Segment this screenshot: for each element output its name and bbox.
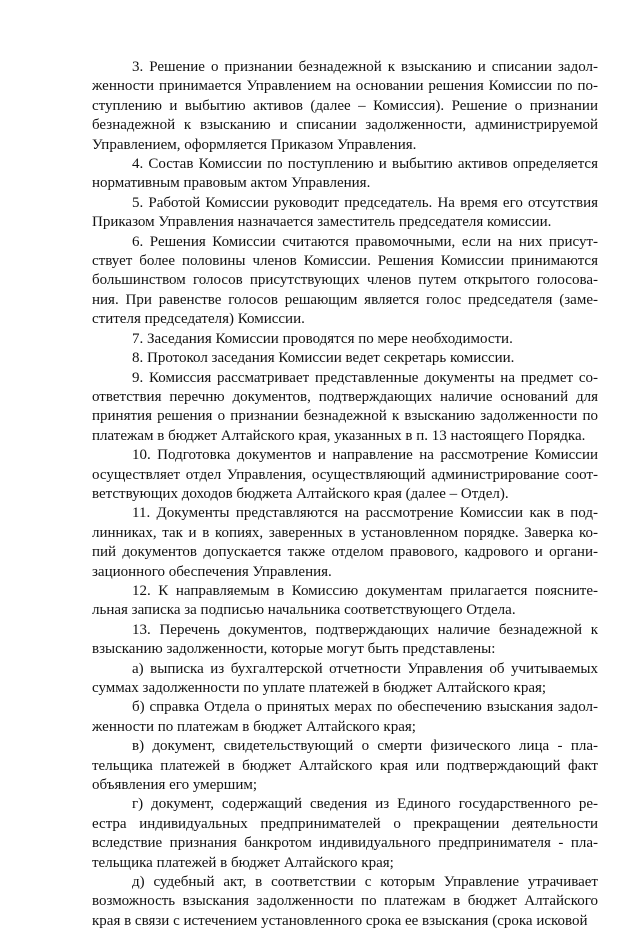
list-item-v: в) документ, свидетельствующий о смерти физического лица - плательщика платежей в бюджет Алтайского края или подтверждающий факт объявления его умершим; (92, 738, 598, 794)
paragraph-8: 8. Протокол заседания Комиссии ведет секретарь комиссии. (132, 350, 515, 367)
list-item-d: д) судебный акт, в соответствии с которым Управление утрачивает возможность взыскания задолженности по платежам в бюджет Алтайского края в связи с истечением установленного срока ее взыскания (срока исковой (92, 874, 598, 929)
list-item-a: а) выписка из бухгалтерской отчетности Управления об учитываемых суммах задолженности по уплате платежей в бюджет Алтайского края; (92, 660, 598, 696)
paragraph-5: 5. Работой Комиссии руководит председатель. На время его отсутствия Приказом Управления назначается заместитель председателя комиссии. (92, 194, 598, 231)
paragraph-7: 7. Заседания Комиссии проводятся по мере необходимости. (132, 330, 513, 347)
paragraph-3: 3. Решение о признании безнадежной к взысканию и списании задолженности принимается Управлением на основании решения Комиссии по поступлению и выбытию активов (далее – Комиссия). Решение о признании безнадежной к взысканию и списании задолженности, администрируемой Управлением, оформляется Приказом Управления. (92, 59, 598, 153)
paragraph-10: 10. Подготовка документов и направление на рассмотрение Комиссии осуществляет отдел Управления, осуществляющий администрирование соответствующих доходов бюджета Алтайского края (далее – Отдел). (92, 447, 598, 502)
paragraph-12: 12. К направляемым в Комиссию документам прилагается пояснительная записка за подписью начальника соответствующего Отдела. (92, 582, 598, 619)
list-item-g: г) документ, содержащий сведения из Единого государственного реестра индивидуальных предпринимателей о прекращении деятельности вследствие признания банкротом индивидуального предпринимателя - плательщика платежей в бюджет Алтайского края; (92, 796, 598, 871)
document-body (92, 58, 598, 931)
paragraph-4: 4. Состав Комиссии по поступлению и выбытию активов определяется нормативным правовым актом Управления. (92, 156, 598, 192)
paragraph-11: 11. Документы представляются на рассмотрение Комиссии как в подлинниках, так и в копиях, заверенных в установленном порядке. Заверка копий документов допускается также отделом правового, кадрового и организационного обеспечения Управления. (92, 505, 598, 580)
paragraph-6: 6. Решения Комиссии считаются правомочными, если на них присутствует более половины членов Комиссии. Решения Комиссии принимаются большинством голосов присутствующих членов путем открытого голосования. При равенстве голосов решающим является голос председателя (заместителя председателя) Комиссии. (92, 233, 598, 328)
paragraph-9: 9. Комиссия рассматривает представленные документы на предмет соответствия перечню документов, подтверждающих наличие оснований для принятия решения о признании безнадежной к взысканию задолженности по платежам в бюджет Алтайского края, указанных в п. 13 настоящего Порядка. (92, 369, 598, 444)
list-item-b: б) справка Отдела о принятых мерах по обеспечению взыскания задолженности по платежам в бюджет Алтайского края; (92, 699, 598, 735)
paragraph-13: 13. Перечень документов, подтверждающих наличие безнадежной к взысканию задолженности, которые могут быть представлены: (92, 621, 598, 658)
